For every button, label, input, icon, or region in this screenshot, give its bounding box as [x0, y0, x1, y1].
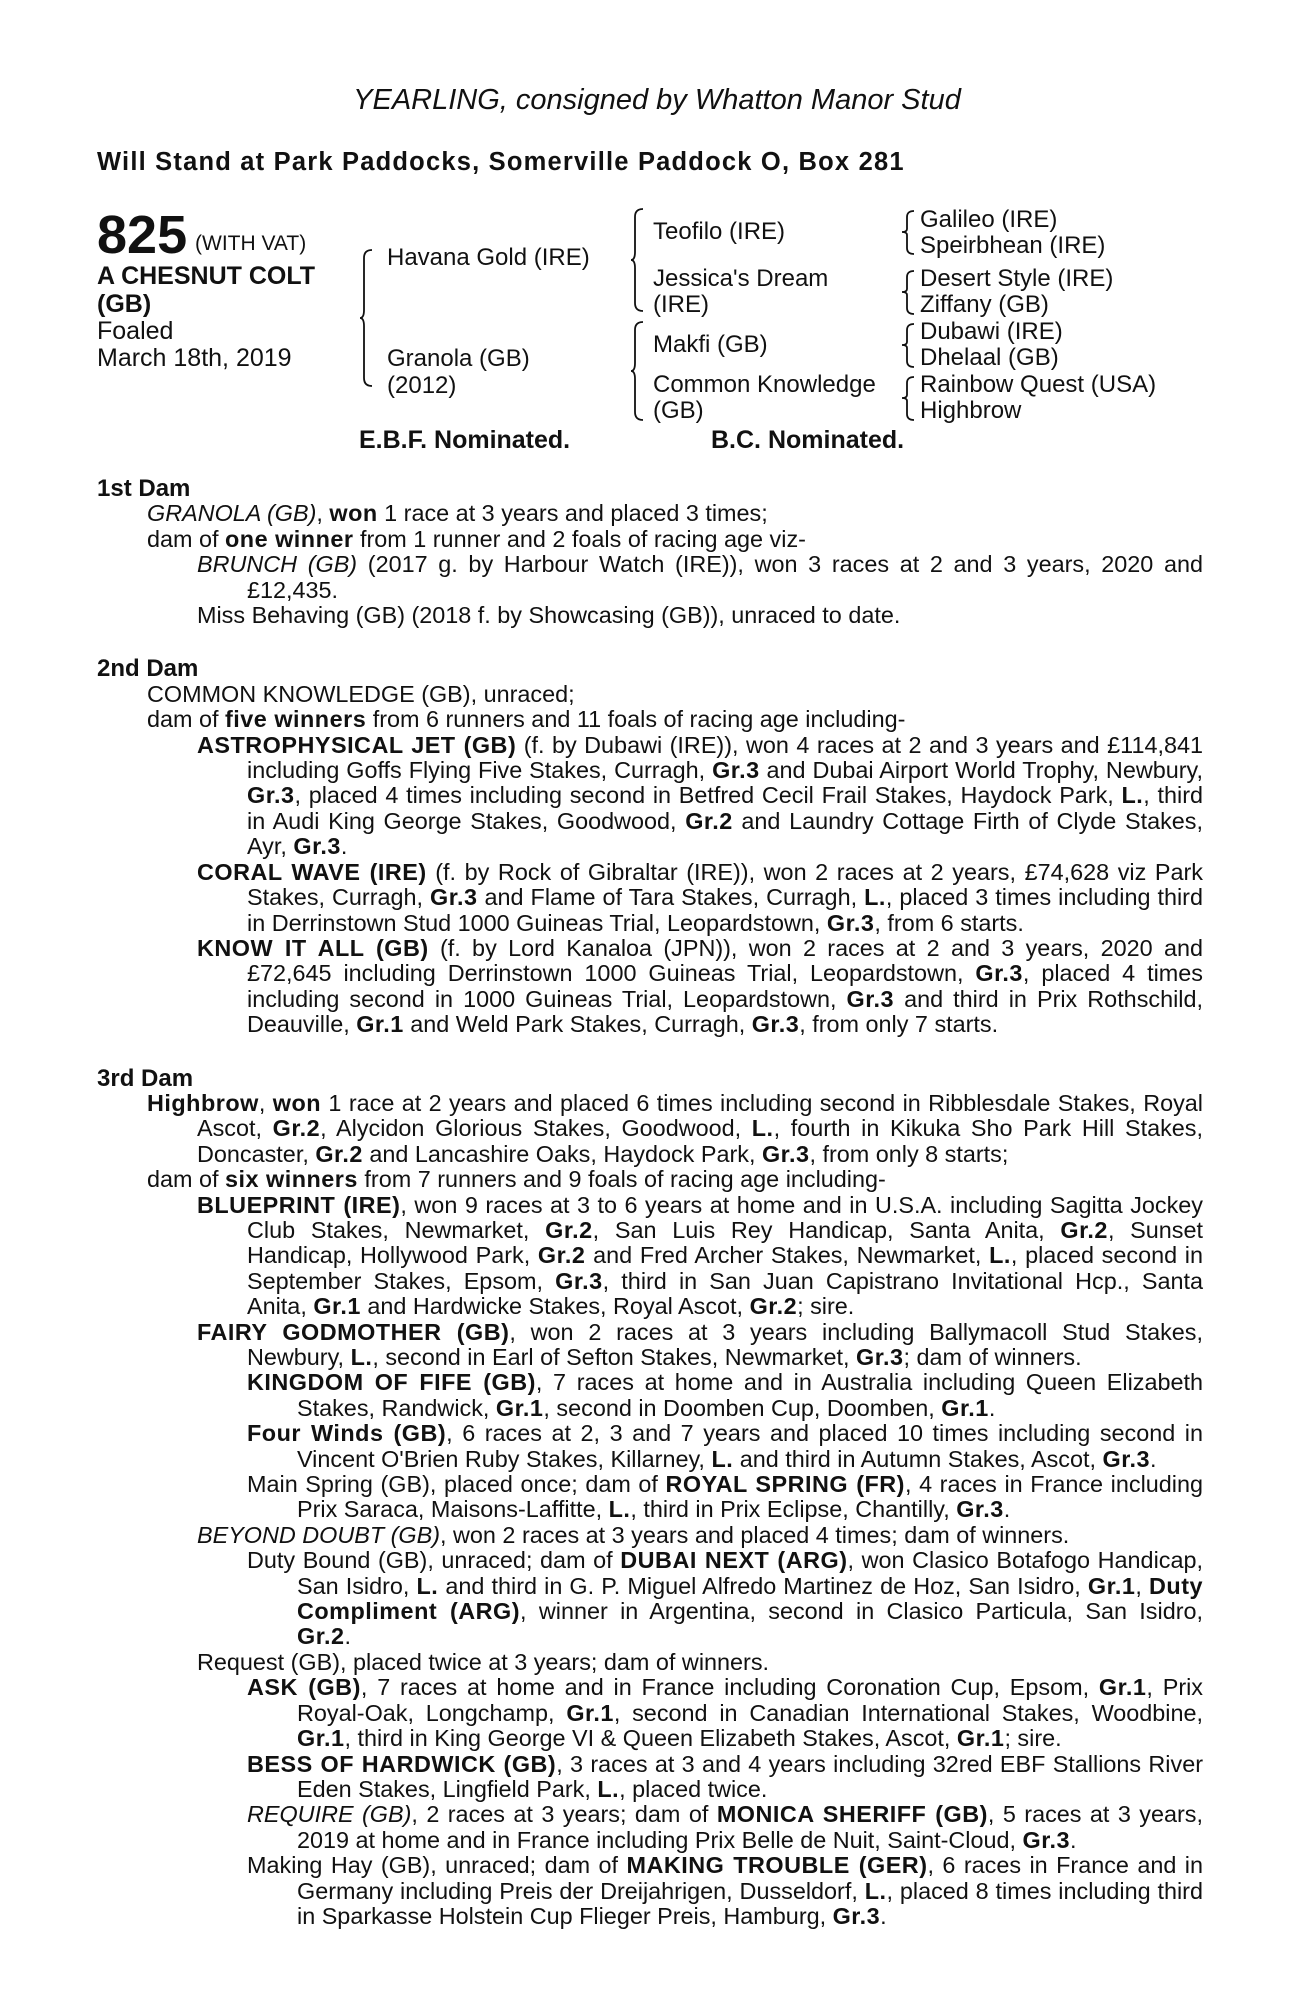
text-run: Duty Bound (GB), unraced; dam of [247, 1547, 621, 1574]
italic-text: BRUNCH (GB) [197, 551, 358, 578]
bold-text: Gr.2 [1060, 1216, 1108, 1243]
text-run: and third in Prix Rothschild, Deauville, [247, 985, 1203, 1038]
text-run: and Fred Archer Stakes, Newmarket, [585, 1242, 990, 1269]
text-run: , third in Prix Eclipse, Chantilly, [630, 1496, 957, 1523]
bold-text: Gr.2 [685, 807, 733, 834]
pedigree-paragraph [97, 527, 1203, 552]
text-run: , 2 races at 3 years; dam of [411, 1801, 717, 1828]
text-run: . [1070, 1826, 1077, 1853]
bold-text: DUBAI NEXT (ARG) [620, 1547, 848, 1574]
bold-text: L. [864, 884, 886, 911]
pedigree-paragraph [97, 1523, 1203, 1548]
pedigree-dsd: Dhelaal (GB) [920, 344, 1059, 371]
text-run: from 1 runner and 2 foals of racing age viz- [353, 525, 806, 552]
text-run: . [988, 1394, 996, 1421]
text-run: , Alycidon Glorious Stakes, Goodwood, [320, 1115, 752, 1142]
text-run: , won 9 races at 3 to 6 years at home and in U.S.A. including Sagitta Jockey Club Stakes, Newmarket, [247, 1191, 1203, 1243]
pedigree-paragraph [97, 603, 1203, 628]
pedigree-paragraph [97, 1421, 1203, 1472]
pedigree-paragraph [97, 1650, 1203, 1675]
bold-text: won [272, 1089, 322, 1116]
text-run: , third in Audi King George Stakes, Goodwood, [247, 782, 1204, 834]
text-run: and Flame of Tara Stakes, Curragh, [477, 884, 865, 911]
text-run: , Sunset Handicap, Hollywood Park, [247, 1216, 1203, 1269]
bold-text: Highbrow [147, 1089, 259, 1116]
text-run: . [1003, 1496, 1011, 1523]
foaled-date: March 18th, 2019 [97, 344, 292, 372]
text-run: , 6 races at 2, 3 and 7 years and placed 10 times including second in Vincent O'Brien Ruby Stakes, Killarney, [297, 1420, 1203, 1472]
bold-text: Gr.3 [975, 960, 1023, 987]
section-heading: 1st Dam [97, 475, 191, 502]
text-run: , from only 8 starts; [809, 1140, 1009, 1167]
pedigree-sire: Havana Gold (IRE) [387, 244, 590, 271]
pedigree-paragraph [97, 501, 1203, 526]
location-line: Will Stand at Park Paddocks, Somerville Paddock O, Box 281 [97, 148, 905, 176]
text-run: 1 race at 2 years and placed 6 times including second in Ribblesdale Stakes, Royal Ascot, [197, 1089, 1203, 1142]
text-run: , from 6 starts. [874, 909, 1024, 936]
bold-text: Gr.3 [956, 1496, 1004, 1523]
text-run: , 6 races in France and in Germany including Preis der Dreijahrigen, Dusseldorf, [297, 1852, 1203, 1904]
bold-text: Gr.1 [495, 1394, 544, 1421]
italic-text: BEYOND DOUBT (GB) [197, 1521, 441, 1548]
lot-description [97, 262, 315, 318]
bold-text: Gr.3 [430, 884, 478, 911]
lot-number: 825 [97, 205, 188, 265]
text-run: ; sire. [797, 1293, 855, 1320]
bold-text: L. [864, 1877, 887, 1904]
text-run: . [880, 1902, 887, 1929]
page-title: YEARLING, consigned by Whatton Manor Stud [353, 84, 961, 116]
bold-text: KINGDOM OF FIFE (GB) [247, 1369, 536, 1396]
text-run: (f. by Lord Kanaloa (JPN)), won 2 races at 2 and 3 years, 2020 and £72,645 including Derrinstown 1000 Guineas Trial, Leopardstown, [247, 934, 1204, 987]
text-run: and Lancashire Oaks, Haydock Park, [362, 1140, 762, 1167]
pedigree-dam-year: (2012) [387, 372, 457, 399]
bold-text: MONICA SHERIFF (GB) [716, 1801, 988, 1828]
text-run: , second in Doomben Cup, Doomben, [543, 1394, 942, 1421]
pedigree-paragraph [97, 860, 1203, 936]
pedigree-bracket-main [360, 248, 380, 388]
text-run: from 6 runners and 11 foals of racing age including- [366, 706, 906, 733]
text-run: . [344, 1623, 352, 1650]
bold-text: BLUEPRINT (IRE) [197, 1191, 401, 1218]
pedigree-ddd: Highbrow [920, 397, 1022, 424]
bold-text: L. [597, 1775, 620, 1802]
pedigree-paragraph [97, 682, 1203, 707]
text-run: Miss Behaving (GB) (2018 f. by Showcasing (GB)), unraced to date. [197, 602, 901, 629]
bold-text: MAKING TROUBLE (GER) [626, 1852, 928, 1879]
bold-text: Gr.3 [555, 1267, 603, 1294]
bold-text: Gr.3 [856, 1344, 904, 1370]
bold-text: FAIRY GODMOTHER (GB) [197, 1318, 510, 1345]
bold-text: L. [608, 1496, 631, 1523]
pedigree-dam-dam: Common Knowledge [653, 371, 876, 398]
italic-text: GRANOLA (GB) [147, 500, 317, 527]
text-run: , won 2 races at 3 years including Ballymacoll Stud Stakes, Newbury, [247, 1318, 1204, 1370]
bold-text: KNOW IT ALL (GB) [197, 934, 429, 961]
bold-text: Gr.2 [297, 1623, 345, 1650]
text-run: , winner in Argentina, second in Clasico Particula, San Isidro, [520, 1598, 1204, 1625]
pedigree-dam-sire: Makfi (GB) [653, 331, 768, 358]
pedigree-ssd: Speirbhean (IRE) [920, 232, 1106, 259]
pedigree-paragraph [97, 936, 1203, 1038]
bold-text: ROYAL SPRING (FR) [665, 1471, 905, 1498]
text-run: , 4 races in France including Prix Saraca, Maisons-Laffitte, [297, 1471, 1203, 1523]
text-run: , third in King George VI & Queen Elizabeth Stakes, Ascot, [344, 1725, 957, 1752]
pedigree-bracket-dd [902, 375, 918, 422]
bold-text: L. [1121, 782, 1144, 809]
vat-label: (WITH VAT) [195, 232, 307, 255]
text-run: , from only 7 starts. [799, 1011, 999, 1038]
text-run: , Prix Royal-Oak, Longchamp, [297, 1674, 1204, 1726]
bold-text: Gr.1 [956, 1725, 1005, 1752]
family-details [97, 476, 1203, 1929]
bold-text: Gr.1 [356, 1011, 404, 1038]
bold-text: ASTROPHYSICAL JET (GB) [197, 731, 517, 758]
bold-text: Gr.3 [1022, 1826, 1071, 1853]
text-run: , San Luis Rey Handicap, Santa Anita, [592, 1216, 1061, 1243]
text-run: , third in San Juan Capistrano Invitational Hcp., Santa Anita, [247, 1267, 1204, 1320]
text-run: from 7 runners and 9 foals of racing age including- [357, 1166, 886, 1193]
bold-text: Gr.3 [247, 782, 295, 809]
bold-text: BESS OF HARDWICK (GB) [247, 1750, 557, 1777]
bold-text: Gr.2 [315, 1140, 363, 1167]
pedigree-paragraph [97, 1472, 1203, 1523]
bold-text: Gr.3 [293, 833, 341, 860]
text-run: dam of [147, 1166, 226, 1193]
bold-text: L. [711, 1445, 734, 1472]
foaled-info [97, 318, 292, 372]
text-run: ; sire. [1004, 1725, 1062, 1752]
text-run: , won Clasico Botafogo Handicap, San Isidro, [297, 1547, 1203, 1599]
text-run: , 5 races at 3 years, 2019 at home and in France including Prix Belle de Nuit, Saint-Cloud, [297, 1801, 1203, 1853]
text-run: , [258, 1089, 273, 1116]
bold-text: Gr.1 [566, 1699, 614, 1726]
text-run: , won 2 races at 3 years and placed 4 times; dam of winners. [440, 1521, 1070, 1548]
pedigree-bracket-sire [631, 207, 647, 313]
lot-description-line2: (GB) [97, 290, 152, 318]
pedigree-bracket-dam [631, 320, 647, 422]
bold-text: Gr.3 [1102, 1445, 1151, 1472]
text-run: , second in Canadian International Stakes, Woodbine, [613, 1699, 1203, 1726]
bold-text: ASK (GB) [247, 1674, 361, 1701]
pedigree-dam: Granola (GB) [387, 345, 530, 372]
pedigree-paragraph [97, 1370, 1203, 1421]
pedigree-dss: Dubawi (IRE) [920, 318, 1063, 345]
section-heading: 2nd Dam [97, 655, 199, 683]
bold-text: Gr.2 [545, 1216, 593, 1243]
pedigree-sire-sire: Teofilo (IRE) [653, 218, 786, 245]
text-run: , placed second in September Stakes, Epsom, [247, 1242, 1204, 1294]
text-run: , placed 8 times including third in Sparkasse Holstein Cup Flieger Preis, Hamburg, [297, 1877, 1203, 1929]
bold-text: Gr.3 [846, 985, 895, 1012]
text-run: , 3 races at 3 and 4 years including 32red EBF Stallions River Eden Stakes, Lingfield Park, [297, 1750, 1203, 1802]
bold-text: Gr.3 [761, 1140, 810, 1167]
bold-text: Gr.2 [537, 1242, 586, 1269]
text-run: , placed 3 times including third in Derrinstown Stud 1000 Guineas Trial, Leopardstown, [247, 884, 1203, 936]
text-run: and third in Autumn Stakes, Ascot, [733, 1445, 1103, 1472]
pedigree-paragraph [97, 1193, 1203, 1320]
pedigree-bracket-ds [902, 322, 918, 369]
pedigree-paragraph [97, 707, 1203, 732]
text-run: dam of [147, 525, 226, 552]
text-run: , placed twice. [619, 1775, 768, 1802]
text-run: Request (GB), placed twice at 3 years; dam of winners. [197, 1648, 770, 1675]
foaled-label: Foaled [97, 317, 174, 345]
bold-text: five winners [225, 706, 367, 733]
italic-text: REQUIRE (GB) [247, 1801, 412, 1828]
text-run: , placed 4 times including second in 1000 Guineas Trial, Leopardstown, [247, 960, 1203, 1012]
pedigree-sdd: Ziffany (GB) [920, 291, 1049, 318]
bold-text: L. [751, 1115, 774, 1142]
bold-text: one winner [225, 525, 354, 552]
text-run: , fourth in Kikuka Sho Park Hill Stakes, Doncaster, [197, 1115, 1204, 1167]
pedigree-dds: Rainbow Quest (USA) [920, 371, 1157, 398]
pedigree-paragraph [97, 1752, 1203, 1803]
pedigree-paragraph [97, 1548, 1203, 1650]
bold-text: Gr.3 [712, 757, 760, 784]
text-run: . [340, 833, 348, 860]
text-run: 1 race at 3 years and placed 3 times; [377, 500, 768, 527]
text-run: ; dam of winners. [903, 1344, 1082, 1370]
pedigree-sds: Desert Style (IRE) [920, 265, 1114, 292]
text-run: , [1135, 1572, 1150, 1599]
pedigree-sire-dam-suffix: (IRE) [653, 291, 709, 318]
text-run: (2017 g. by Harbour Watch (IRE)), won 3 races at 2 and 3 years, 2020 and £12,435. [247, 551, 1203, 603]
bold-text: Gr.1 [1098, 1674, 1147, 1701]
text-run: and third in G. P. Miguel Alfredo Martinez de Hoz, San Isidro, [438, 1572, 1088, 1599]
ebf-nominated: E.B.F. Nominated. [359, 426, 571, 454]
bc-nominated: B.C. Nominated. [711, 426, 905, 454]
lot-description-line1: A CHESNUT COLT [97, 262, 316, 290]
pedigree-bracket-ss [902, 209, 918, 256]
pedigree-paragraph [97, 1320, 1203, 1371]
text-run: and Hardwicke Stakes, Royal Ascot, [360, 1293, 750, 1320]
text-run: COMMON KNOWLEDGE (GB), unraced; [147, 680, 575, 707]
text-run: dam of [147, 706, 226, 733]
text-run: (f. by Dubawi (IRE)), won 4 races at 2 and 3 years and £114,841 including Goffs Flying Five Stakes, Curragh, [247, 731, 1203, 784]
bold-text: CORAL WAVE (IRE) [197, 858, 427, 885]
pedigree-bracket-sd [902, 269, 918, 316]
pedigree-paragraph [97, 1853, 1203, 1929]
text-run: and Weld Park Stakes, Curragh, [403, 1011, 752, 1038]
text-run: and Laundry Cottage Firth of Clyde Stakes, Ayr, [247, 807, 1203, 860]
text-run: , second in Earl of Sefton Stakes, Newmarket, [372, 1344, 856, 1370]
pedigree-sire-dam: Jessica's Dream [653, 265, 829, 292]
bold-text: Duty Compliment (ARG) [297, 1572, 1204, 1625]
pedigree-paragraph [97, 1091, 1203, 1167]
text-run: , [316, 500, 330, 527]
bold-text: Gr.2 [272, 1115, 321, 1142]
bold-text: six winners [225, 1166, 358, 1193]
bold-text: Gr.2 [749, 1293, 798, 1320]
bold-text: Gr.1 [297, 1725, 345, 1752]
text-run: Making Hay (GB), unraced; dam of [247, 1852, 627, 1879]
text-run: and Dubai Airport World Trophy, Newbury, [759, 757, 1203, 784]
text-run: . [1150, 1445, 1157, 1472]
bold-text: Gr.3 [826, 909, 875, 936]
text-run: , 7 races at home and in France including Coronation Cup, Epsom, [360, 1674, 1099, 1701]
pedigree-dam-dam-suffix: (GB) [653, 397, 704, 424]
bold-text: Gr.1 [941, 1394, 989, 1421]
bold-text: L. [989, 1242, 1011, 1269]
bold-text: L. [416, 1572, 439, 1599]
bold-text: L. [350, 1344, 373, 1370]
text-run: , 7 races at home and in Australia including Queen Elizabeth Stakes, Randwick, [297, 1369, 1203, 1421]
pedigree-sss: Galileo (IRE) [920, 206, 1058, 233]
text-run: , placed 4 times including second in Betfred Cecil Frail Stakes, Haydock Park, [294, 782, 1122, 809]
text-run: (f. by Rock of Gibraltar (IRE)), won 2 races at 2 years, £74,628 viz Park Stakes, Curragh, [247, 858, 1203, 911]
pedigree-paragraph [97, 733, 1203, 860]
bold-text: won [329, 500, 378, 527]
pedigree-paragraph [97, 1167, 1203, 1192]
pedigree-paragraph [97, 552, 1203, 603]
bold-text: Gr.1 [1087, 1572, 1136, 1599]
pedigree-paragraph [97, 1675, 1203, 1751]
pedigree-paragraph [97, 1802, 1203, 1853]
bold-text: Four Winds (GB) [247, 1420, 447, 1447]
bold-text: Gr.1 [313, 1293, 361, 1320]
section-heading: 3rd Dam [97, 1064, 194, 1092]
text-run: Main Spring (GB), placed once; dam of [247, 1471, 666, 1498]
bold-text: Gr.3 [832, 1902, 881, 1929]
bold-text: Gr.3 [751, 1011, 800, 1038]
